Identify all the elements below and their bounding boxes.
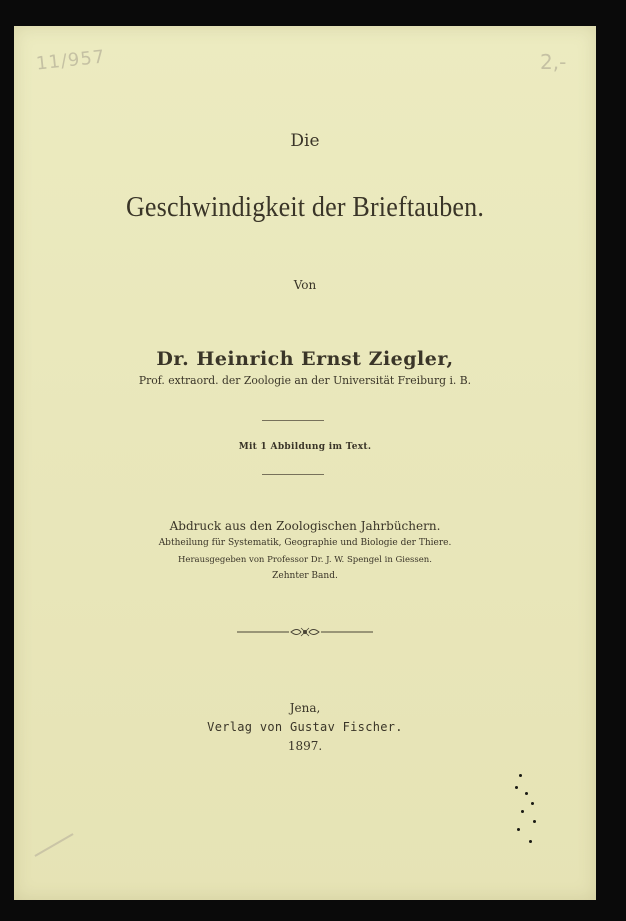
pre-title: Die <box>290 131 320 151</box>
volume-label: Zehnter Band. <box>272 571 338 581</box>
publisher-name: Verlag von Gustav Fischer. <box>207 720 403 734</box>
pencil-mark <box>34 833 73 857</box>
title-page <box>14 26 596 900</box>
ornament-divider <box>14 624 596 638</box>
ornament-icon <box>235 625 375 639</box>
journal-editor: Herausgegeben von Professor Dr. J. W. Spengel in Giessen. <box>178 555 432 565</box>
by-label: Von <box>293 278 317 292</box>
journal-division: Abtheilung für Systematik, Geographie und Biologie der Thiere. <box>158 538 452 548</box>
pencil-price-note: 2,- <box>540 50 567 74</box>
author-name: Dr. Heinrich Ernst Ziegler, <box>156 348 454 370</box>
publication-year: 1897. <box>287 739 323 753</box>
reprint-source: Abdruck aus den Zoologischen Jahrbüchern. <box>169 519 441 533</box>
publication-place: Jena, <box>289 701 321 715</box>
document-title: Geschwindigkeit der Brieftauben. <box>125 192 485 223</box>
divider-rule-top <box>262 420 324 421</box>
author-affiliation: Prof. extraord. der Zoologie an der Universität Freiburg i. B. <box>138 374 472 387</box>
illustration-note: Mit 1 Abbildung im Text. <box>238 442 372 452</box>
divider-rule-bottom <box>262 474 324 475</box>
pencil-catalog-number: 11/957 <box>35 46 107 75</box>
